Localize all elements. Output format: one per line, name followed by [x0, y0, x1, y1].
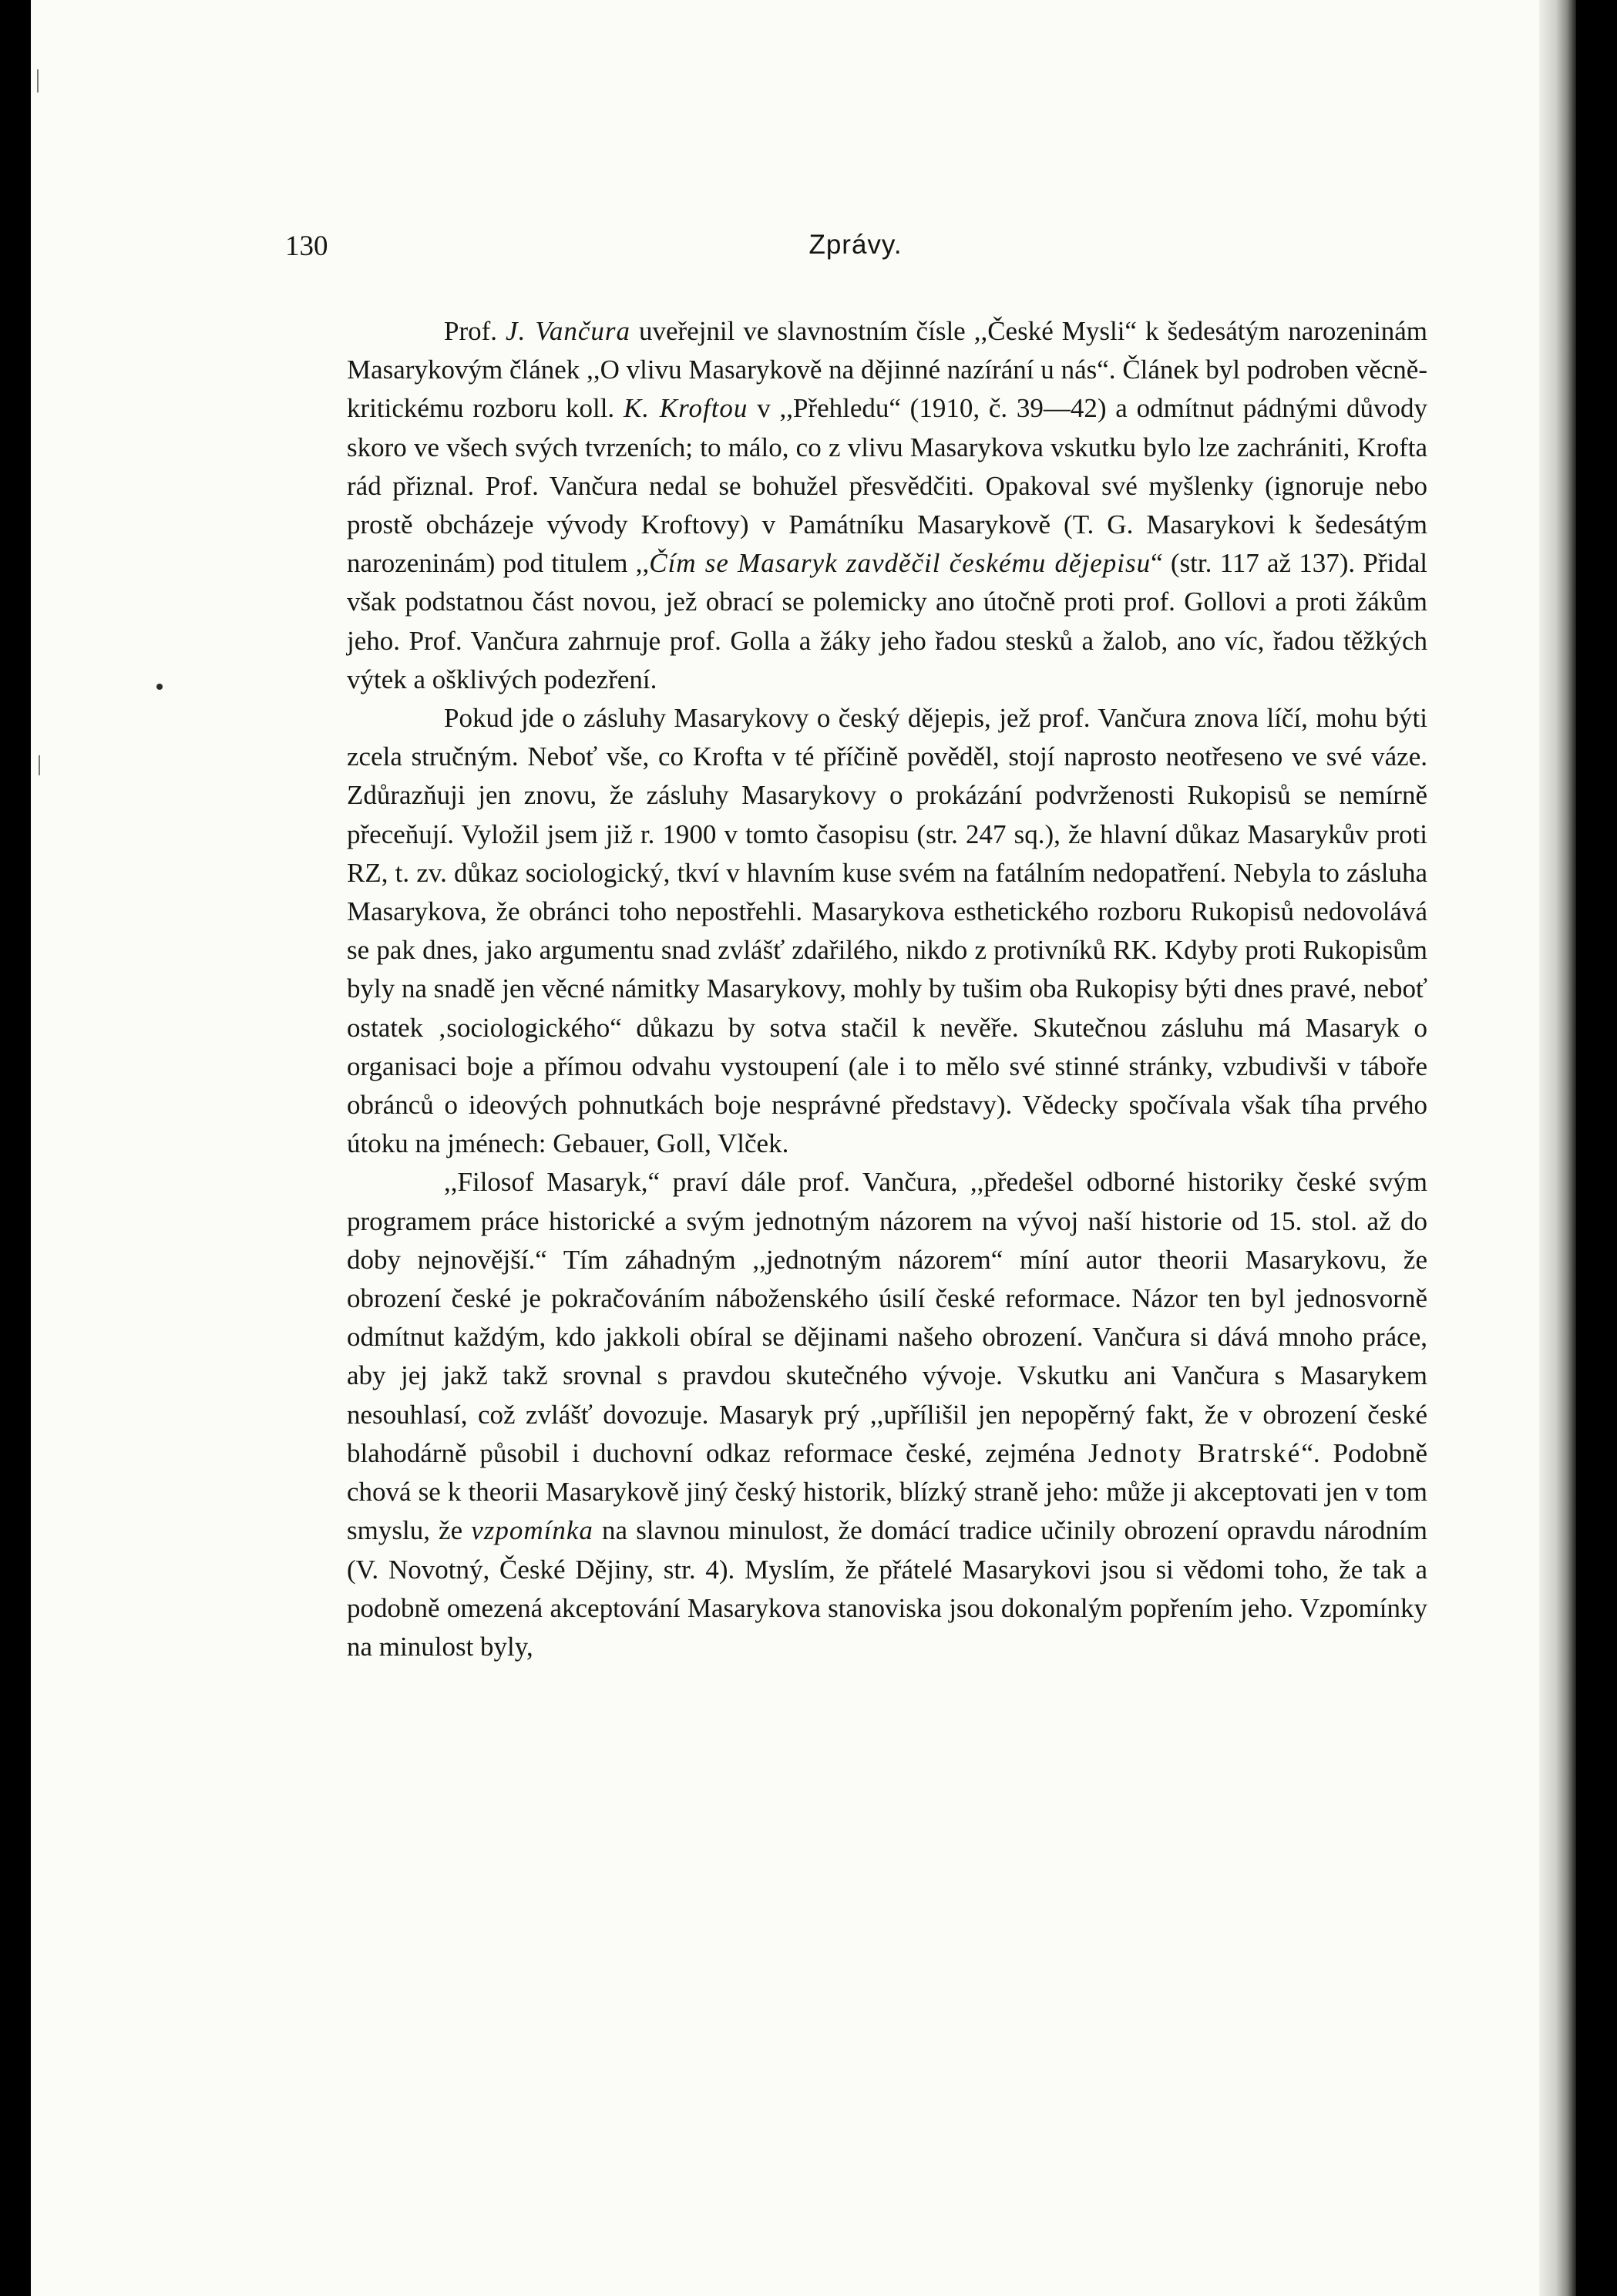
italic-emphasis: vzpomínka: [471, 1515, 593, 1546]
running-head: [285, 230, 1426, 276]
paragraph-1: Prof. J. Vančura uveřejnil ve slavnostním čísle ,,České Mysli“ k šedesátým narozeninám Masarykovým článek ,,O vlivu Masarykově na dějinné nazírání u nás“. Článek byl podroben věcně-kritickému rozboru koll. K. Kroftou v ,,Přehledu“ (1910, č. 39—42) a odmítnut pádnými důvody skoro ve všech svých tvrzeních; to málo, co z vlivu Masarykova vskutku bylo lze zachrániti, Krofta rád přiznal. Prof. Vančura nedal se bohužel přesvědčiti. Opakoval své myšlenky (ignoruje nebo prostě obcházeje vývody Kroftovy) v Památníku Masarykově (T. G. Masarykovi k šedesátým narozeninám) pod titulem ,,Čím se Masaryk zavděčil českému dějepisu“ (str. 117 až 137). Přidal však podstatnou část novou, jež obrací se polemicky ano útočně proti prof. Gollovi a proti žákům jeho. Prof. Vančura zahrnuje prof. Golla a žáky jeho řadou stesků a žalob, ano víc, řadou těžkých výtek a ošklivých podezření.: [347, 316, 1428, 694]
margin-dot: [156, 684, 163, 690]
article-title: Čím se Masaryk zavděčil českému dějepisu: [649, 548, 1151, 579]
margin-mark: [39, 755, 40, 775]
page-number: 130: [285, 230, 328, 262]
margin-mark: [37, 69, 39, 92]
author-name: K. Kroftou: [623, 393, 748, 424]
paragraph-3: ,,Filosof Masaryk,“ praví dále prof. Vančura, ,,předešel odborné historiky české svým programem práce historické a svým jednotným názorem na vývoj naší historie od 15. stol. až do doby nejnovější.“ Tím záhadným ,,jednotným názorem“ míní autor theorii Masarykovu, že obrození české je pokračováním náboženského úsilí české reformace. Názor ten byl jednosvorně odmítnut každým, kdo jakkoli obíral se dějinami našeho obrození. Vančura si dává mnoho práce, aby jej jakž takž srovnal s pravdou skutečného vývoje. Vskutku ani Vančura s Masarykem nesouhlasí, což zvlášť dovozuje. Masaryk prý ,,upřílišil jen nepopěrný fakt, že v obrození české blahodárně působil i duchovní odkaz reformace české, zejména Jednoty Bratrské“. Podobně chová se k theorii Masarykově jiný český historik, blízký straně jeho: může ji akceptovati jen v tom smyslu, že vzpomínka na slavnou minulost, že domácí tradice učinily obrození opravdu národním (V. Novotný, České Dějiny, str. 4). Myslím, že přátelé Masarykovi jsou si vědomi toho, že tak a podobně omezená akceptování Masarykova stanoviska jsou dokonalým popřením jeho. Vzpomínky na minulost byly,: [347, 1167, 1427, 1662]
article-body: [347, 312, 1427, 1666]
scanned-page: [31, 0, 1576, 2296]
page-edge-shadow: [1539, 0, 1576, 2296]
spaced-emphasis: Jednoty Bratrské: [1088, 1437, 1302, 1468]
paragraph-2: Pokud jde o zásluhy Masarykovy o český dějepis, jež prof. Vančura znova líčí, mohu býti zcela stručným. Neboť vše, co Krofta v té příčině pověděl, stojí naprosto neotřeseno ve své váze. Zdůrazňuji jen znovu, že zásluhy Masarykovy o prokázání podvrženosti Rukopisů se nemírně přeceňují. Vyložil jsem již r. 1900 v tomto časopisu (str. 247 sq.), že hlavní důkaz Masarykův proti RZ, t. zv. důkaz sociologický, tkví v hlavním kuse svém na fatálním nedopatření. Nebyla to zásluha Masarykova, že obránci toho nepostřehli. Masarykova esthetického rozboru Rukopisů nedovolává se pak dnes, jako argumentu snad zvlášť zdařilého, nikdo z protivníků RK. Kdyby proti Rukopisům byly na snadě jen věcné námitky Masarykovy, mohly by tušim oba Rukopisy býti dnes pravé, neboť ostatek ‚sociologického“ důkazu by sotva stačil k nevěře. Skutečnou zásluhu má Masaryk o organisaci boje a přímou odvahu vystoupení (ale i to mělo své stinné stránky, vzbudivši v táboře obránců o ideových pohnutkách boje nesprávné představy). Vědecky spočívala však tíha prvého útoku na jménech: Gebauer, Goll, Vlček.: [347, 703, 1427, 1159]
running-title: Zprávy.: [808, 230, 903, 260]
author-name: J. Vančura: [506, 316, 630, 346]
